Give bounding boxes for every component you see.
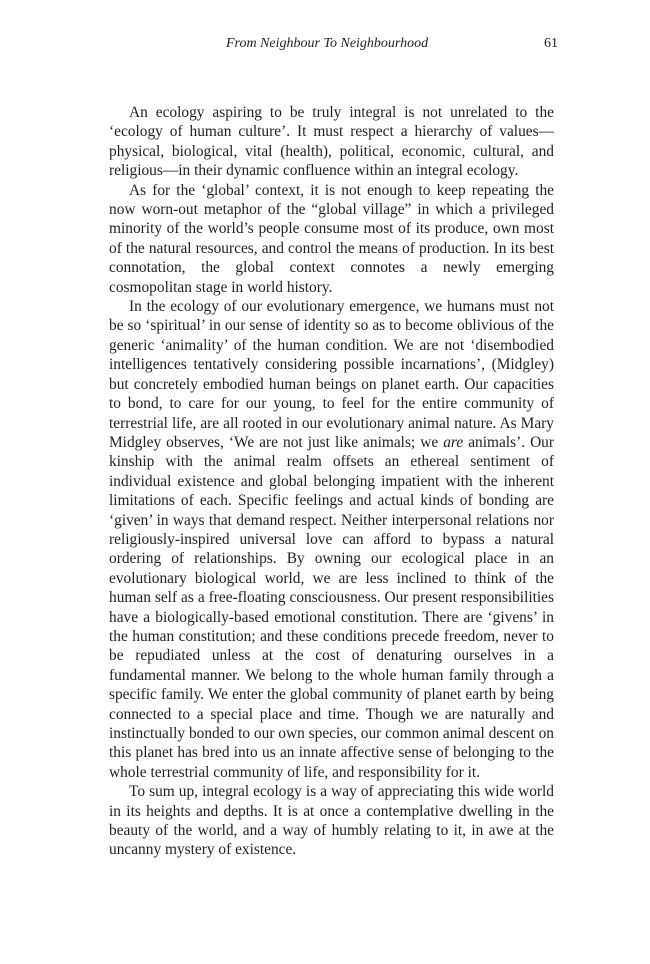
paragraph: As for the ‘global’ context, it is not enough to keep repeating the now worn-out metaphor of the “global village” in which a privileged minority of the world’s people consume most of its produce, own most of the natural resources, and control the means of production. In its best connotation, the global context connotes a newly emerging cosmopolitan stage in world history. bbox=[109, 181, 554, 296]
emphasized-word: are bbox=[443, 433, 464, 451]
paragraph: An ecology aspiring to be truly integral is not unrelated to the ‘ecology of human culture’. It must respect a hierarchy of values—physical, biological, vital (health), political, economic, cultural, and religious—in their dynamic confluence within an integral ecology. bbox=[109, 104, 554, 180]
page-number: 61 bbox=[544, 36, 558, 51]
running-head bbox=[0, 36, 650, 56]
paragraph-text: In the ecology of our evolutionary emergence, we humans must not be so ‘spiritual’ in our sense of identity so as to become oblivious of the generic ‘animality’ of the human condition. We are not ‘disembodied intelligences tentatively considering possible incarnations’, (Midgley) but concretely embodied human beings on planet earth. Our capacities to bond, to care for our young, to feel for the entire community of terrestrial life, are all rooted in our evolutionary animal nature. As Mary Midgley observes, ‘We are not just like animals; we bbox=[109, 298, 554, 451]
running-title: From Neighbour To Neighbourhood bbox=[226, 36, 429, 51]
paragraph-text: animals’. Our kinship with the animal realm offsets an ethereal sentiment of individual existence and global belonging impatient with the inherent limitations of each. Specific feelings and actual kinds of bonding are ‘given’ in ways that demand respect. Neither interpersonal relations nor religiously-inspired universal love can afford to bypass a natural ordering of relationships. By owning our ecological place in an evolutionary biological world, we are less inclined to think of the human self as a free-floating consciousness. Our present responsibilities have a biologically-based emotional constitution. There are ‘givens’ in the human constitution; and these conditions precede freedom, never to be repudiated unless at the cost of denaturing ourselves in a fundamental manner. We belong to the whole human family through a specific family. We enter the global community of planet earth by being connected to a special place and time. Though we are naturally and instinctually bonded to our own species, our common animal descent on this planet has bred into us an innate affective sense of belonging to the whole terrestrial community of life, and responsibility for it. bbox=[109, 433, 555, 781]
body-text bbox=[109, 103, 554, 860]
paragraph bbox=[109, 297, 554, 782]
paragraph: To sum up, integral ecology is a way of appreciating this wide world in its heights and depths. It is at once a contemplative dwelling in the beauty of the world, and a way of humbly relating to it, in awe at the uncanny mystery of existence. bbox=[109, 783, 554, 859]
